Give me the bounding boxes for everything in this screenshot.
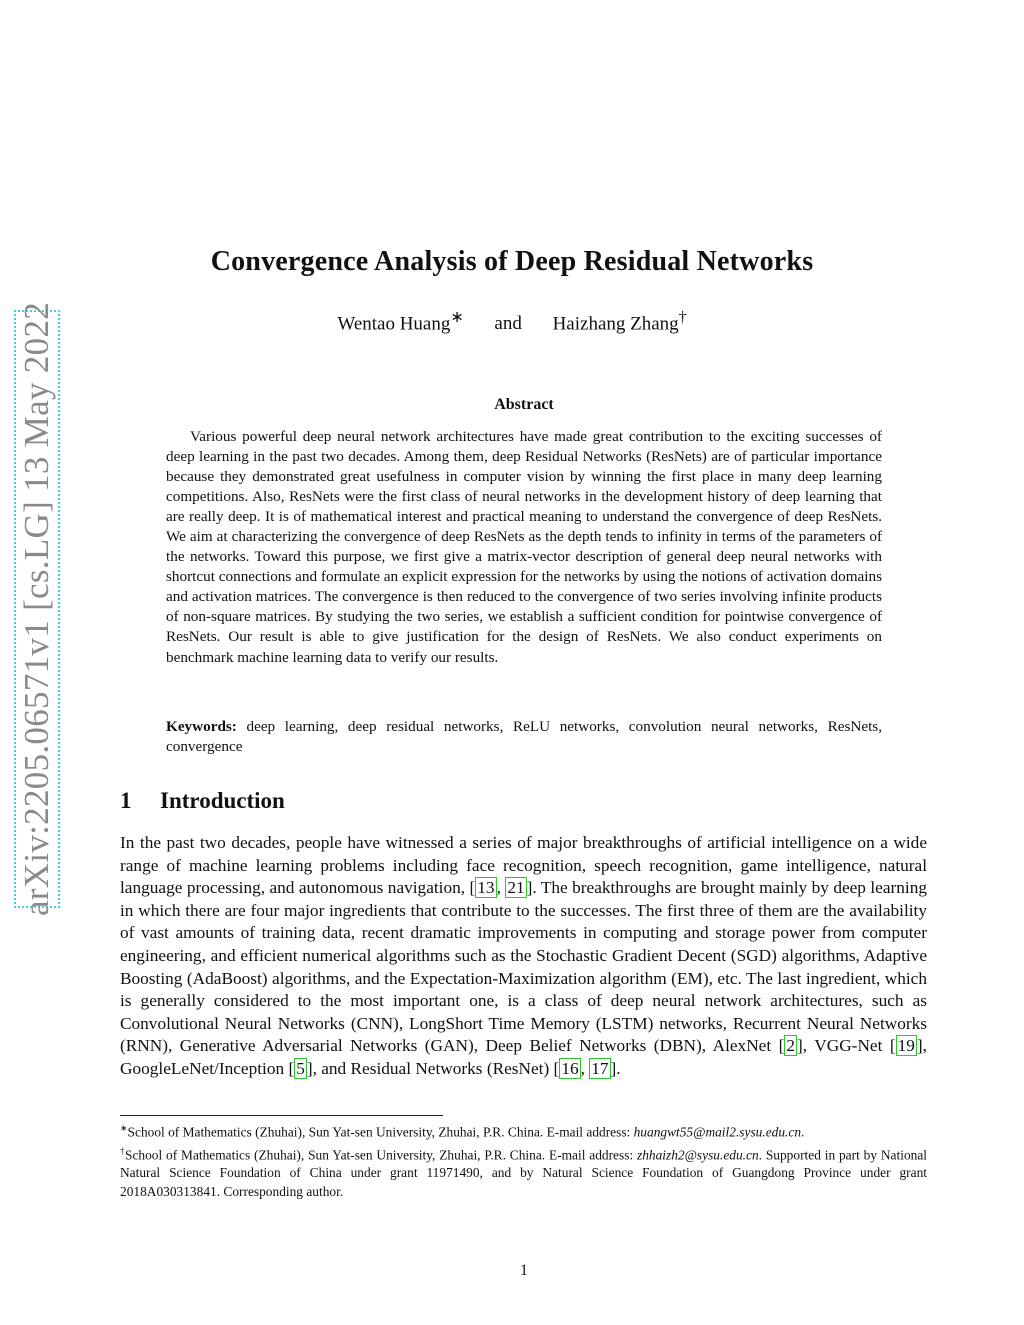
footnote-mark: ∗ [120,1123,128,1133]
citation-link[interactable]: 19 [897,1036,915,1056]
abstract-heading: Abstract [494,396,554,413]
section-number: 1 [120,788,132,813]
footnote-1 [120,1119,927,1142]
footnote-text: School of Mathematics (Zhuhai), Sun Yat-sen University, Zhuhai, P.R. China. E-mail address: [127,1124,634,1140]
citation-separator: , [496,878,506,898]
intro-text: , VGG-Net [802,1036,890,1056]
section-heading [120,788,285,814]
citation-link[interactable]: 2 [786,1036,796,1056]
footnote-mark[interactable]: † [678,309,687,326]
footnote-email[interactable]: zhhaizh2@sysu.edu.cn [636,1147,759,1163]
citation-link[interactable]: 16 [561,1058,579,1078]
section-title: Introduction [160,788,285,813]
page-number: 1 [520,1262,528,1279]
keywords-label: Keywords: [166,718,237,735]
citation-separator: , [580,1058,590,1078]
author-name: Haizhang Zhang [552,313,679,335]
author-conjunction: and [494,313,522,335]
intro-text: . The breakthroughs are brought mainly by deep learning in which there are four major ingredients that contribute to the successes. The first three of them are the availability of vast amounts of training data, recent dramatic improvements in computing and storage power from computer engineering, and efficient numerical algorithms such as the Stochastic Gradient Decent (SGD) algorithms, Adaptive Boosting (AdaBoost) algorithms, and the Expectation-Maximization algorithm (EM), etc. The last ingredient, which is generally considered to the most important one, is a class of deep neural network architectures, such as Convolutional Neural Networks (CNN), LongShort Time Memory (LSTM) networks, Recurrent Neural Networks (RNN), Generative Adversarial Networks (GAN), Deep Belief Networks (DBN), AlexNet [120,878,928,1056]
footnote-mark: † [120,1145,125,1156]
footnote-text: . Supported in part by National Natural Science Foundation of China under grant 11971490, and by Natural Science Foundation of Guangdong Province under grant 2018A030313841. Corresponding author. [120,1147,927,1199]
footnotes [120,1119,927,1201]
citation-link[interactable]: 17 [591,1058,609,1078]
keywords [166,717,882,757]
footnote-email[interactable]: huangwt55@mail2.sysu.edu.cn [633,1124,802,1140]
footnote-2 [120,1142,927,1201]
intro-text: , GoogleLeNet/Inception [120,1036,927,1078]
citation-link[interactable]: 13 [477,878,495,898]
intro-text: In the past two decades, people have witnessed a series of major breakthroughs of artificial intelligence on a wide range of machine learning problems including face recognition, speech recognition, game intelligence, natural language processing, and autonomous navigation, [120,833,927,898]
citation-link[interactable]: 5 [296,1058,305,1078]
author-line [0,307,1024,335]
footnote-divider [120,1115,443,1116]
intro-text: , and Residual Networks (ResNet) [312,1058,554,1078]
citation-link[interactable]: 21 [507,878,525,898]
intro-paragraph: In the past two decades, people have witnessed a series of major breakthroughs of artificial intelligence on a wide range of machine learning problems including face recognition, speech recognition, game intelligence, natural language processing, and autonomous navigation, [ 13 , 21 ]. The breakthroughs are brought mainly by deep learning in which there are four major ingredients that contribute to the successes. The first three of them are the availability of vast amounts of training data, recent dramatic improvements in computing and storage power from computer engineering, and efficient numerical algorithms such as the Stochastic Gradient Decent (SGD) algorithms, Adaptive Boosting (AdaBoost) algorithms, and the Expectation-Maximization algorithm (EM), etc. The last ingredient, which is generally considered to the most important one, is a class of deep neural network architectures, such as Convolutional Neural Networks (CNN), LongShort Time Memory (LSTM) networks, Recurrent Neural Networks (RNN), Generative Adversarial Networks (GAN), Deep Belief Networks (DBN), AlexNet [ 2 ], VGG-Net [ 19 ], GoogleLeNet/Inception [ 5 ], and Residual Networks (ResNet) [ 16 , 17 ]. [120,833,928,1078]
abstract-text: Various powerful deep neural network architectures have made great contribution to the exciting successes of deep learning in the past two decades. Among them, deep Residual Networks (ResNets) are of particular importance because they demonstrated great usefulness in computer vision by winning the first place in many deep learning competitions. Also, ResNets were the first class of neural networks in the development history of deep learning that are really deep. It is of mathematical interest and practical meaning to understand the convergence of deep ResNets. We aim at characterizing the convergence of deep ResNets as the depth tends to infinity in terms of the parameters of the networks. Toward this purpose, we first give a matrix-vector description of general deep neural networks with shortcut connections and formulate an explicit expression for the networks by using the notions of activation domains and activation matrices. The convergence is then reduced to the convergence of two series involving infinite products of non-square matrices. By studying the two series, we establish a sufficient condition for pointwise convergence of ResNets. Our result is able to give justification for the design of ResNets. We also conduct experiments on benchmark machine learning data to verify our results. [166,428,882,666]
author-name: Wentao Huang [337,313,451,335]
keywords-text: deep learning, deep residual networks, ReLU networks, convolution neural networks, ResNets, convergence [166,718,882,755]
paper-title: Convergence Analysis of Deep Residual Networks [210,246,814,277]
footnote-text: . [801,1124,805,1140]
arxiv-identifier: arXiv:2205.06571v1 [cs.LG] 13 May 2022 [17,301,56,917]
intro-text: . [616,1058,621,1078]
footnote-mark[interactable]: ∗ [450,309,464,326]
footnote-text: School of Mathematics (Zhuhai), Sun Yat-sen University, Zhuhai, P.R. China. E-mail address: [125,1147,637,1163]
